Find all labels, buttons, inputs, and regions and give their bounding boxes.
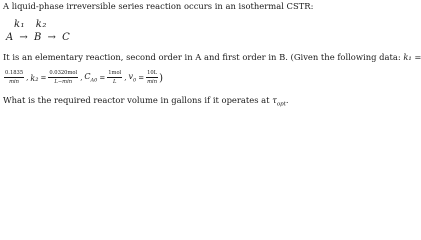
- k1-label: k₁: [14, 19, 26, 30]
- tau-subscript: opt: [276, 101, 286, 108]
- k1-value: $\frac{0.1835}{\min}$: [5, 70, 24, 85]
- species-a: A: [6, 32, 14, 43]
- closing-paren: ): [159, 72, 164, 84]
- ca0-value: $\frac{\text{1mol}}{L}$: [108, 70, 122, 85]
- question-text: What is the required reactor volume in gallons if it operates at: [3, 95, 273, 105]
- question-line: What is the required reactor volume in gallons if it operates at $\tau_{opt}$.: [3, 95, 289, 108]
- given-values-line: $\frac{0.1835}{\min}$ , k₂ = $\frac{\text{0.0320mol}}{L-\min}$ , $C_{A0}$ = $\frac{\text{1mol}}{L}$ , $v_0$ = $\frac{10L}{\min}$ ): [5, 70, 164, 85]
- v0-symbol: $v_0$: [128, 72, 137, 84]
- arrow-icon: →: [19, 32, 28, 43]
- ca0-symbol: $C_{A0}$: [84, 72, 98, 84]
- given-k1: k₁: [403, 52, 412, 62]
- k2-value: $\frac{\text{0.0320mol}}{L-\min}$: [49, 70, 78, 85]
- k2-label: k₂: [35, 19, 47, 30]
- tau-symbol: τ: [272, 95, 277, 105]
- given-data-line: [3, 52, 421, 62]
- species-b: B: [34, 32, 42, 43]
- problem-intro: A liquid-phase irreversible series reaction occurs in an isothermal CSTR:: [3, 1, 314, 11]
- v0-value: $\frac{10L}{\min}$: [147, 70, 158, 85]
- rate-constants-row: [14, 19, 47, 30]
- species-c: C: [62, 32, 70, 43]
- k2-symbol: k₂: [30, 73, 39, 83]
- arrow-icon: →: [47, 32, 56, 43]
- given-equals: =: [411, 52, 421, 62]
- given-text: It is an elementary reaction, second order in A and first order in B. (Given the following data:: [3, 52, 404, 62]
- reaction-scheme: [6, 32, 70, 43]
